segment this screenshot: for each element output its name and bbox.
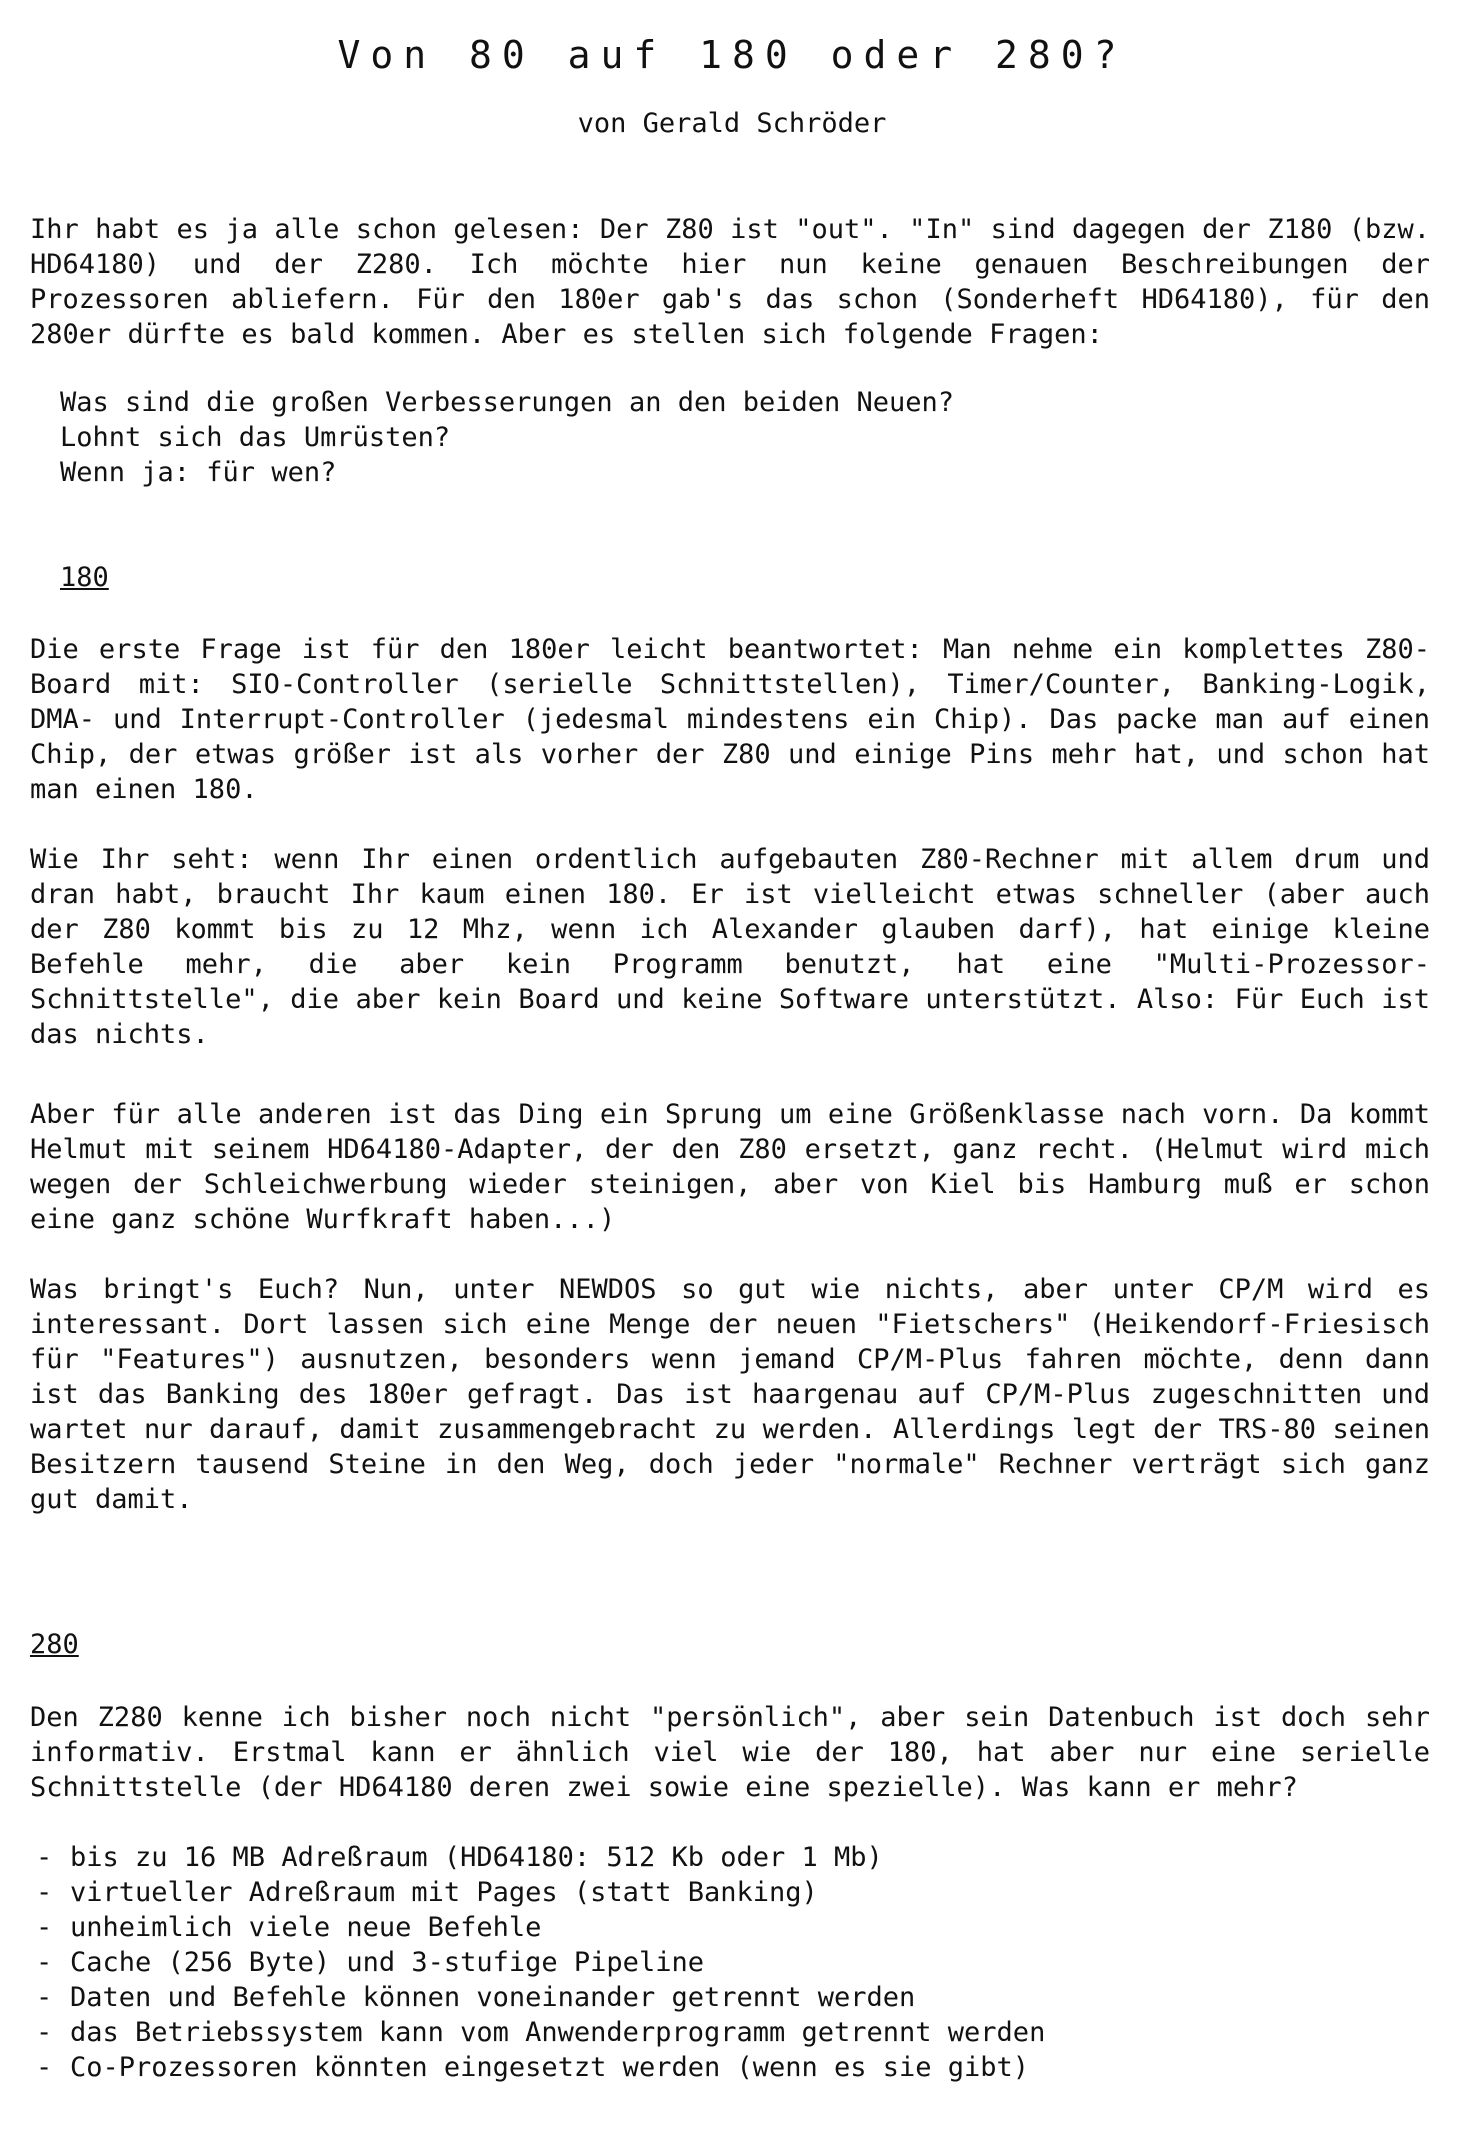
list-item: Was sind die großen Verbesserungen an den beiden Neuen? <box>60 387 955 418</box>
section-heading-180: 180 <box>60 562 109 593</box>
list-bullet: - <box>36 1982 53 2013</box>
list-item-text: Co-Prozessoren könnten eingesetzt werden (wenn es sie gibt) <box>70 2052 1030 2083</box>
intro-paragraph: Ihr habt es ja alle schon gelesen: Der Z80 ist "out". "In" sind dagegen der Z180 (bzw. HD64180) und der Z280. Ich möchte hier nun keine genauen Beschreibungen der Prozessoren abliefern. Für den 180er gab's das schon (Sonderheft HD64180), für den 280er dürfte es bald kommen. Aber es stellen sich folgende Fragen: <box>30 214 1430 350</box>
z280-feature-list <box>36 1840 1436 2085</box>
list-item <box>36 2015 1436 2050</box>
list-bullet: - <box>36 2017 53 2048</box>
list-item <box>36 1875 1436 1910</box>
paragraph-180-1: Die erste Frage ist für den 180er leicht beantwortet: Man nehme ein komplettes Z80-Board mit: SIO-Controller (serielle Schnittstellen), Timer/Counter, Banking-Logik, DMA- und Interrupt-Controller (jedesmal mindestens ein Chip). Das packe man auf einen Chip, der etwas größer ist als vorher der Z80 und einige Pins mehr hat, und schon hat man einen 180. <box>30 634 1430 805</box>
list-item-text: Daten und Befehle können voneinander getrennt werden <box>70 1982 916 2013</box>
list-item <box>36 2050 1436 2085</box>
list-bullet: - <box>36 1842 53 1873</box>
list-bullet: - <box>36 1947 53 1978</box>
paragraph-280: Den Z280 kenne ich bisher noch nicht "persönlich", aber sein Datenbuch ist doch sehr informativ. Erstmal kann er ähnlich viel wie der 180, hat aber nur eine serielle Schnittstelle (der HD64180 deren zwei sowie eine spezielle). Was kann er mehr? <box>30 1702 1430 1803</box>
list-bullet: - <box>36 2052 53 2083</box>
list-item <box>36 1945 1436 1980</box>
list-item <box>36 1980 1436 2015</box>
list-item-text: bis zu 16 MB Adreßraum (HD64180: 512 Kb oder 1 Mb) <box>70 1842 883 1873</box>
list-item <box>36 1910 1436 1945</box>
list-item-text: unheimlich viele neue Befehle <box>70 1912 542 1943</box>
author-byline: von Gerald Schröder <box>577 108 887 139</box>
page-title: Von 80 auf 180 oder 280? <box>337 33 1127 77</box>
list-bullet: - <box>36 1877 53 1908</box>
list-item-text: das Betriebssystem kann vom Anwenderprogramm getrennt werden <box>70 2017 1046 2048</box>
list-item <box>36 1840 1436 1875</box>
paragraph-180-2: Wie Ihr seht: wenn Ihr einen ordentlich aufgebauten Z80-Rechner mit allem drum und dran habt, braucht Ihr kaum einen 180. Er ist vielleicht etwas schneller (aber auch der Z80 kommt bis zu 12 Mhz, wenn ich Alexander glauben darf), hat einige kleine Befehle mehr, die aber kein Programm benutzt, hat eine "Multi-Prozessor-Schnittstelle", die aber kein Board und keine Software unterstützt. Also: Für Euch ist das nichts. <box>30 844 1430 1050</box>
list-bullet: - <box>36 1912 53 1943</box>
paragraph-180-4: Was bringt's Euch? Nun, unter NEWDOS so gut wie nichts, aber unter CP/M wird es interessant. Dort lassen sich eine Menge der neuen "Fietschers" (Heikendorf-Friesisch für "Features") ausnutzen, besonders wenn jemand CP/M-Plus fahren möchte, denn dann ist das Banking des 180er gefragt. Das ist haargenau auf CP/M-Plus zugeschnitten und wartet nur darauf, damit zusammengebracht zu werden. Allerdings legt der TRS-80 seinen Besitzern tausend Steine in den Weg, doch jeder "normale" Rechner verträgt sich ganz gut damit. <box>30 1274 1430 1515</box>
list-item: Wenn ja: für wen? <box>60 457 337 488</box>
list-item-text: Cache (256 Byte) und 3-stufige Pipeline <box>70 1947 704 1978</box>
section-heading-280: 280 <box>30 1629 79 1660</box>
intro-questions <box>60 385 954 490</box>
list-item-text: virtueller Adreßraum mit Pages (statt Banking) <box>70 1877 818 1908</box>
paragraph-180-3: Aber für alle anderen ist das Ding ein Sprung um eine Größenklasse nach vorn. Da kommt Helmut mit seinem HD64180-Adapter, der den Z80 ersetzt, ganz recht. (Helmut wird mich wegen der Schleichwerbung wieder steinigen, aber von Kiel bis Hamburg muß er schon eine ganz schöne Wurfkraft haben...) <box>30 1099 1430 1235</box>
list-item: Lohnt sich das Umrüsten? <box>60 422 451 453</box>
